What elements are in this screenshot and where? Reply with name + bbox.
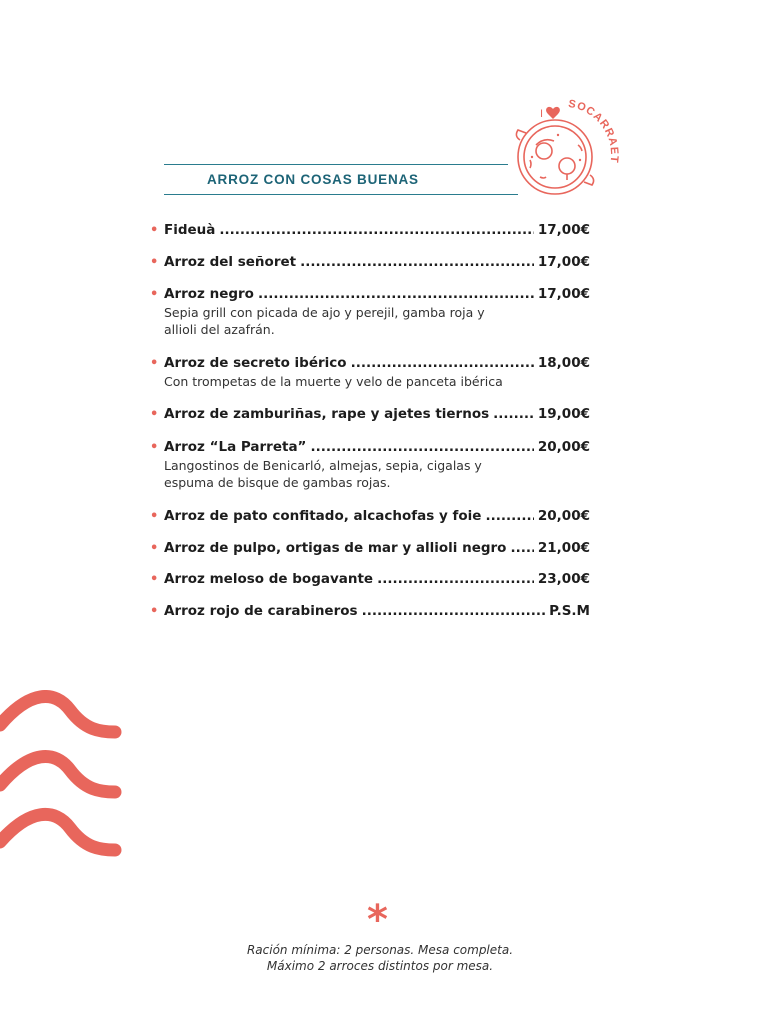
menu-item-name: Arroz de pulpo, ortigas de mar y allioli negro: [164, 540, 507, 556]
menu-item-description: Con trompetas de la muerte y velo de panceta ibérica: [164, 374, 503, 389]
menu-item-row: [150, 354, 590, 373]
dot-leader: [219, 221, 534, 239]
menu-item-price: 17,00€: [537, 222, 590, 238]
menu-item-row: [150, 253, 590, 272]
menu-item-row: [150, 285, 590, 304]
menu-item-description: Langostinos de Benicarló, almejas, sepia, cigalas y espuma de bisque de gambas rojas.: [164, 458, 482, 490]
menu-item-name: Arroz de pato confitado, alcachofas y foie: [164, 508, 482, 524]
menu-item-price: 17,00€: [537, 286, 590, 302]
menu-item-name: Arroz de zamburiñas, rape y ajetes tiernos: [164, 406, 490, 422]
menu-item-price: 18,00€: [537, 355, 590, 371]
menu-item: [150, 253, 590, 272]
dot-leader: [351, 354, 534, 372]
menu-item-price: 19,00€: [537, 406, 590, 422]
menu-item: [150, 602, 590, 621]
asterisk-icon: *: [367, 897, 388, 943]
dot-leader: [258, 285, 534, 303]
logo-brand: SOCARRAET: [567, 97, 621, 165]
menu-item: [150, 221, 590, 240]
menu-item: [150, 354, 590, 390]
paella-pan-icon: [510, 95, 625, 205]
menu-item-price: 20,00€: [537, 508, 590, 524]
bullet-icon: •: [150, 255, 159, 270]
menu-item-row: [150, 602, 590, 621]
bullet-icon: •: [150, 541, 159, 556]
logo-i: I: [540, 108, 544, 120]
bullet-icon: •: [150, 356, 159, 371]
menu-item-name: Arroz meloso de bogavante: [164, 571, 374, 587]
menu-item: [150, 539, 590, 558]
menu-item-description: Sepia grill con picada de ajo y perejil, gamba roja y allioli del azafrán.: [164, 305, 485, 337]
menu-item-row: [150, 570, 590, 589]
menu-item-row: [150, 507, 590, 526]
menu-item: [150, 570, 590, 589]
menu-item-price: 17,00€: [537, 254, 590, 270]
bullet-icon: •: [150, 223, 159, 238]
bullet-icon: •: [150, 440, 159, 455]
bullet-icon: •: [150, 287, 159, 302]
title-rule-bottom: [164, 194, 518, 195]
menu-item-price: P.S.M: [549, 603, 590, 619]
menu-item-row: [150, 438, 590, 457]
menu-item-price: 21,00€: [537, 540, 590, 556]
menu-item-name: Arroz rojo de carabineros: [164, 603, 358, 619]
menu-item-row: [150, 539, 590, 558]
menu-item-name: Arroz de secreto ibérico: [164, 355, 347, 371]
menu-item-price: 23,00€: [537, 571, 590, 587]
menu-item-name: Arroz negro: [164, 286, 254, 302]
menu-item-row: [150, 221, 590, 240]
footer-note: [180, 942, 580, 974]
menu-item: [150, 438, 590, 491]
footer-line-1: Ración mínima: 2 personas. Mesa completa.: [246, 943, 514, 957]
dot-leader: [362, 602, 546, 620]
section-title: ARROZ CON COSAS BUENAS: [207, 172, 419, 187]
menu-item: [150, 285, 590, 338]
menu-item: [150, 507, 590, 526]
menu-item-name: Arroz “La Parreta”: [164, 439, 307, 455]
bullet-icon: •: [150, 407, 159, 422]
dot-leader: [510, 539, 533, 557]
menu-item-name: Arroz del señoret: [164, 254, 297, 270]
title-rule-top: [164, 164, 508, 165]
dot-leader: [485, 507, 533, 525]
footer-line-2: Máximo 2 arroces distintos por mesa.: [266, 959, 494, 973]
dot-leader: [300, 253, 534, 271]
menu-item-price: 20,00€: [537, 439, 590, 455]
dot-leader: [493, 405, 534, 423]
socarraet-logo: [510, 95, 625, 209]
dot-leader: [377, 570, 534, 588]
decorative-waves-icon: [0, 690, 130, 870]
menu-item-row: [150, 405, 590, 424]
bullet-icon: •: [150, 572, 159, 587]
menu-item-name: Fideuà: [164, 222, 216, 238]
dot-leader: [310, 438, 533, 456]
bullet-icon: •: [150, 604, 159, 619]
svg-text:SOCARRAET: [567, 98, 620, 164]
bullet-icon: •: [150, 509, 159, 524]
menu-item: [150, 405, 590, 424]
